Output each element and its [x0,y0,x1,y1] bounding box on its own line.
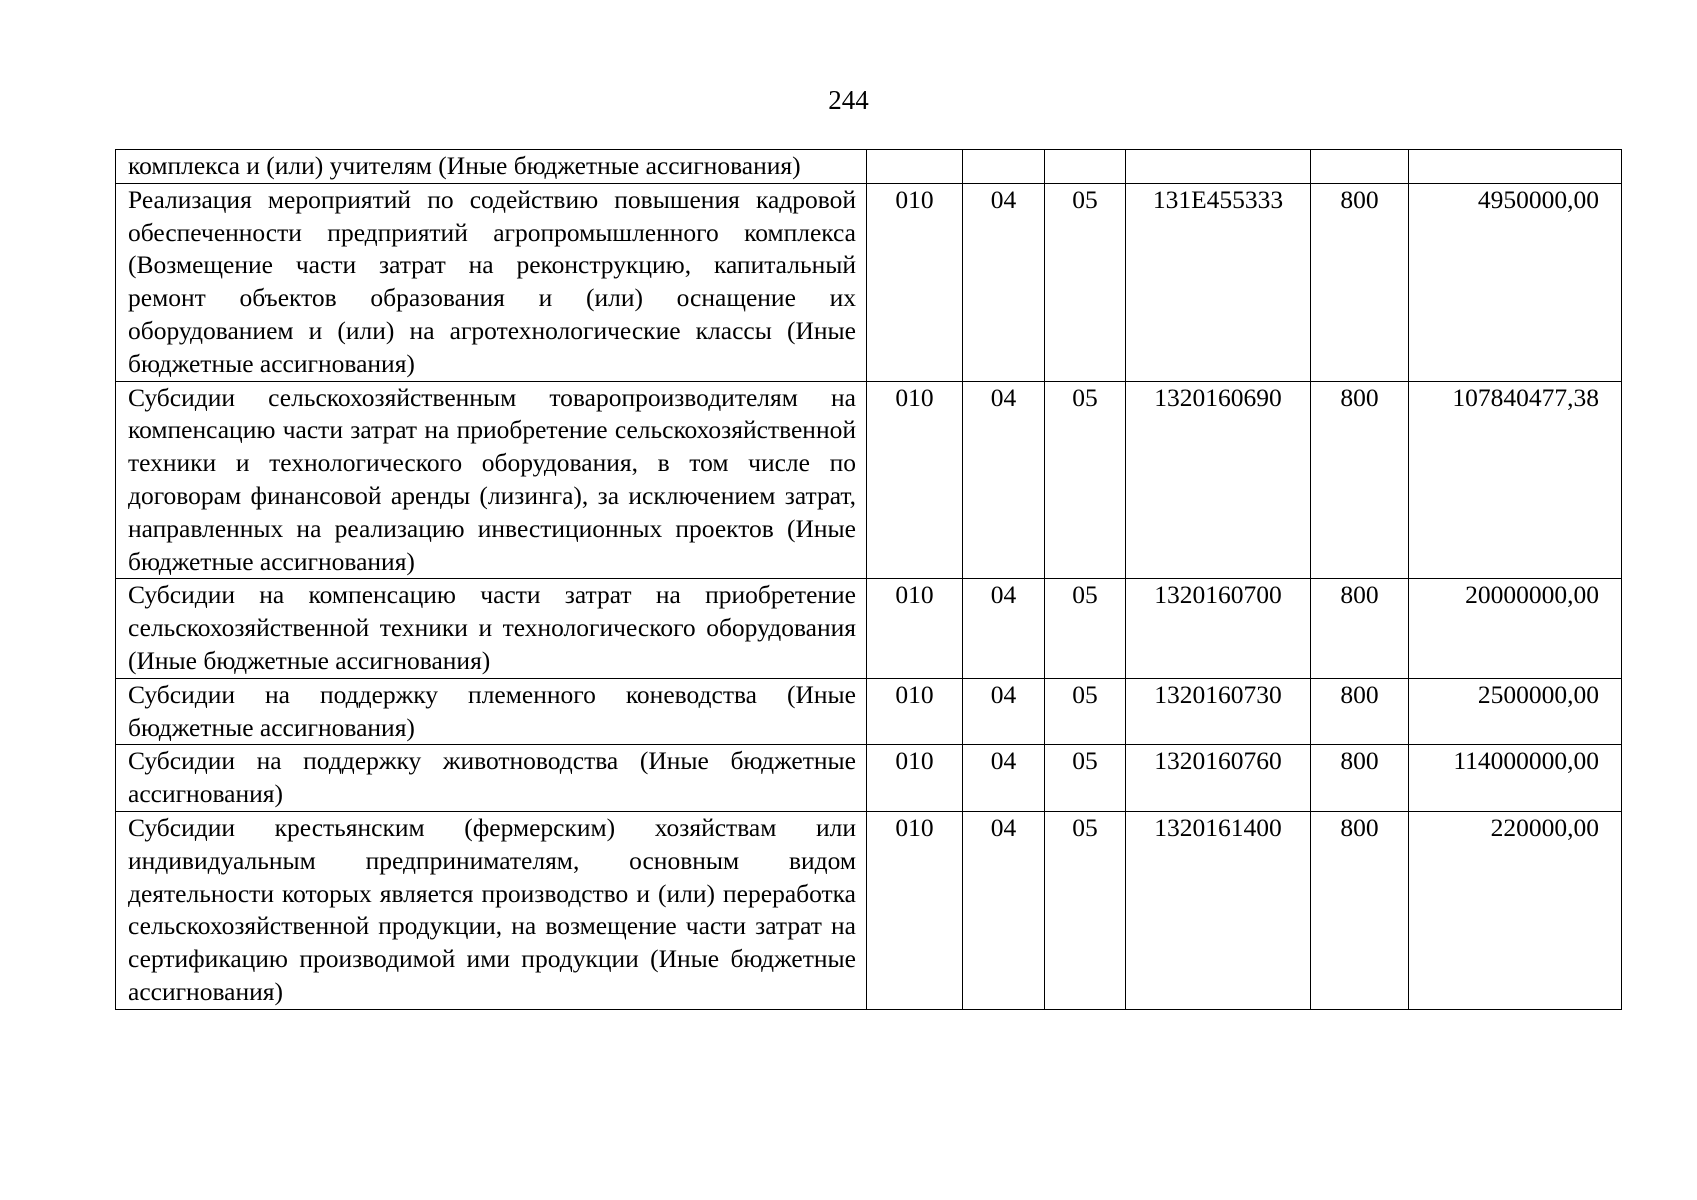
section-code [963,150,1045,184]
table-row [116,579,1622,678]
section-code: 04 [963,183,1045,381]
row-description: Субсидии крестьянским (фермерским) хозяйствам или индивидуальным предпринимателям, основным видом деятельности которых является производство и (или) переработка сельскохозяйственной продукции, на возмещение части затрат на сертификацию производимой ими продукции (Иные бюджетные ассигнования) [116,811,867,1009]
section-code: 04 [963,678,1045,745]
section-code: 04 [963,381,1045,579]
section-code: 04 [963,811,1045,1009]
amount: 114000000,00 [1409,745,1622,812]
row-description: Субсидии на поддержку племенного коневодства (Иные бюджетные ассигнования) [116,678,867,745]
ministry-code: 010 [867,381,963,579]
target-article-code [1126,150,1311,184]
expense-type-code: 800 [1311,811,1409,1009]
target-article-code: 1320161400 [1126,811,1311,1009]
expense-type-code: 800 [1311,381,1409,579]
amount: 2500000,00 [1409,678,1622,745]
table-row [116,678,1622,745]
amount: 4950000,00 [1409,183,1622,381]
expense-type-code [1311,150,1409,184]
page-number: 244 [828,85,869,115]
ministry-code: 010 [867,811,963,1009]
subsection-code [1045,150,1126,184]
subsection-code: 05 [1045,811,1126,1009]
row-description: комплекса и (или) учителям (Иные бюджетные ассигнования) [116,150,867,184]
target-article-code: 1320160700 [1126,579,1311,678]
table-row [116,183,1622,381]
section-code: 04 [963,579,1045,678]
ministry-code: 010 [867,579,963,678]
subsection-code: 05 [1045,678,1126,745]
expense-type-code: 800 [1311,183,1409,381]
amount [1409,150,1622,184]
target-article-code: 131E455333 [1126,183,1311,381]
amount: 20000000,00 [1409,579,1622,678]
row-description: Субсидии на поддержку животноводства (Иные бюджетные ассигнования) [116,745,867,812]
budget-table [115,149,1622,1010]
expense-type-code: 800 [1311,745,1409,812]
subsection-code: 05 [1045,745,1126,812]
ministry-code: 010 [867,678,963,745]
expense-type-code: 800 [1311,579,1409,678]
amount: 107840477,38 [1409,381,1622,579]
expense-type-code: 800 [1311,678,1409,745]
ministry-code: 010 [867,745,963,812]
ministry-code [867,150,963,184]
section-code: 04 [963,745,1045,812]
target-article-code: 1320160690 [1126,381,1311,579]
table-row [116,150,1622,184]
amount: 220000,00 [1409,811,1622,1009]
table-row [116,381,1622,579]
row-description: Субсидии на компенсацию части затрат на приобретение сельскохозяйственной техники и технологического оборудования (Иные бюджетные ассигнования) [116,579,867,678]
table-row [116,811,1622,1009]
subsection-code: 05 [1045,381,1126,579]
ministry-code: 010 [867,183,963,381]
row-description: Субсидии сельскохозяйственным товаропроизводителям на компенсацию части затрат на приобретение сельскохозяйственной техники и технологического оборудования, в том числе по договорам финансовой аренды (лизинга), за исключением затрат, направленных на реализацию инвестиционных проектов (Иные бюджетные ассигнования) [116,381,867,579]
target-article-code: 1320160760 [1126,745,1311,812]
subsection-code: 05 [1045,183,1126,381]
table-row [116,745,1622,812]
target-article-code: 1320160730 [1126,678,1311,745]
row-description: Реализация мероприятий по содействию повышения кадровой обеспеченности предприятий агропромышленного комплекса (Возмещение части затрат на реконструкцию, капитальный ремонт объектов образования и (или) оснащение их оборудованием и (или) на агротехнологические классы (Иные бюджетные ассигнования) [116,183,867,381]
subsection-code: 05 [1045,579,1126,678]
